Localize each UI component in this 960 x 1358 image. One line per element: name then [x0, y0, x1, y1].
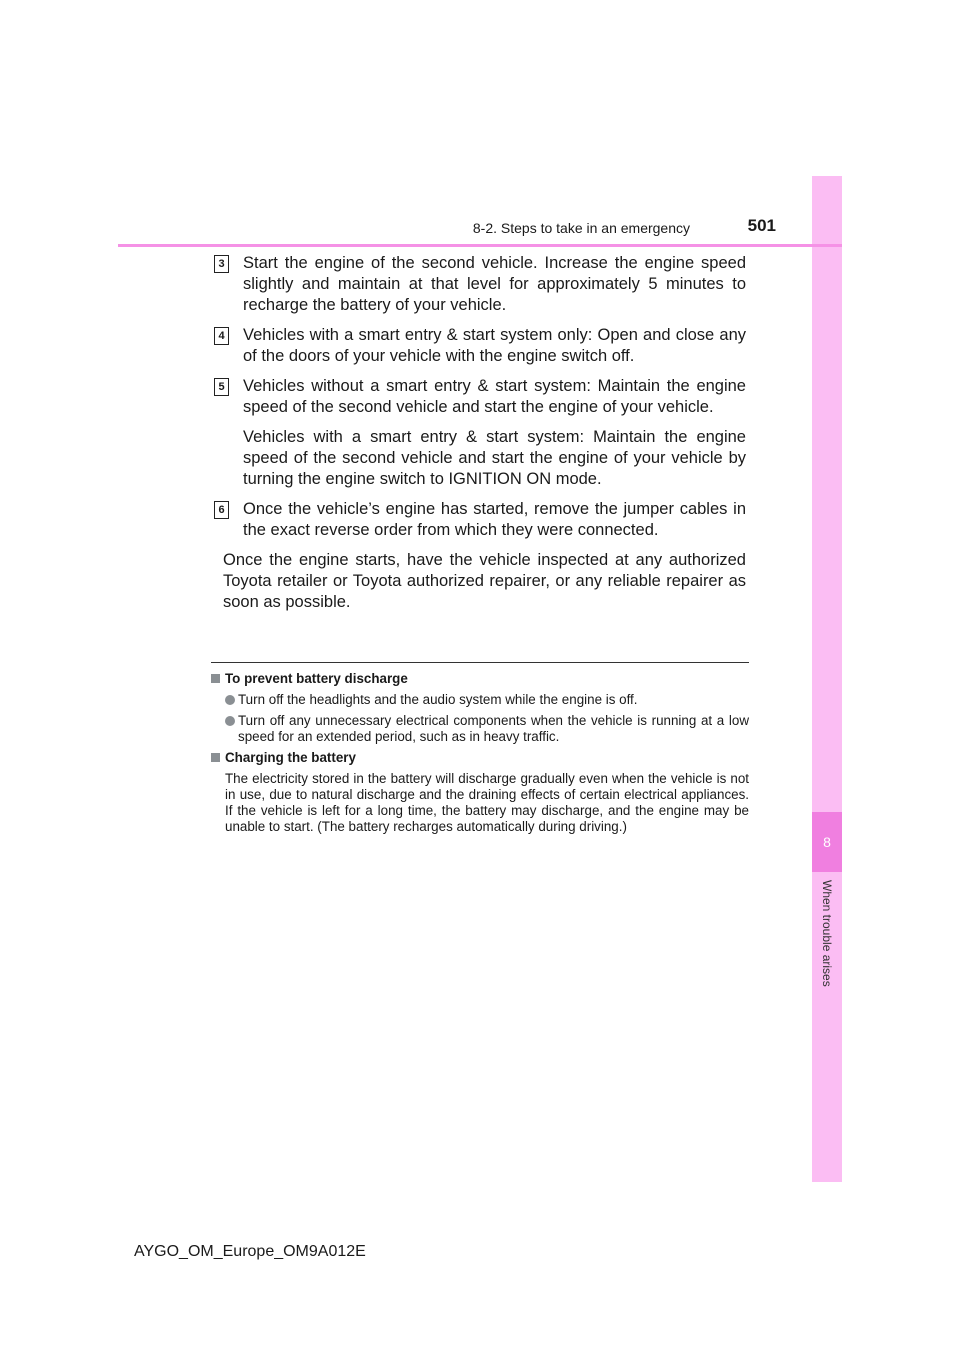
after-steps-paragraph: Once the engine starts, have the vehicle inspected at any authorized Toyota retailer or Toyota authorized repairer, or any reliable repairer as soon as possible.: [223, 551, 746, 611]
step-3: [214, 253, 746, 316]
note-heading-text: Charging the battery: [225, 750, 356, 765]
step-number-badge: 6: [214, 501, 229, 519]
step-list: [214, 253, 746, 613]
circle-bullet-icon: [225, 695, 235, 705]
note-bullet: [211, 692, 749, 708]
note-heading-text: To prevent battery discharge: [225, 671, 408, 686]
chapter-title-label: When trouble arises: [820, 880, 834, 987]
step-number-badge: 5: [214, 378, 229, 396]
step-5: [214, 376, 746, 490]
notes-section: [211, 671, 749, 840]
note-heading-charging: [211, 750, 749, 766]
header-rule: [118, 244, 842, 247]
document-code: AYGO_OM_Europe_OM9A012E: [134, 1243, 366, 1260]
step-text: Start the engine of the second vehicle. Increase the engine speed slightly and maintain at that level for approximately 5 minutes to recharge the battery of your vehicle.: [243, 254, 746, 314]
step-4: [214, 325, 746, 367]
note-paragraph: The electricity stored in the battery will discharge gradually even when the vehicle is not in use, due to natural discharge and the draining effects of certain electrical appliances. If the vehicle is left for a long time, the battery may discharge, and the engine may be unable to start. (The battery recharges automatically during driving.): [225, 771, 749, 834]
section-title: 8-2. Steps to take in an emergency: [472, 220, 690, 236]
circle-bullet-icon: [225, 716, 235, 726]
step-number-badge: 4: [214, 327, 229, 345]
chapter-side-tab: [812, 176, 842, 1182]
step-text: Vehicles without a smart entry & start system: Maintain the engine speed of the second vehicle and start the engine of your vehicle.: [243, 377, 746, 416]
square-bullet-icon: [211, 674, 220, 683]
step-6: [214, 499, 746, 541]
step-text: Once the vehicle’s engine has started, remove the jumper cables in the exact reverse order from which they were connected.: [243, 500, 746, 539]
step-text: Vehicles with a smart entry & start system: Maintain the engine speed of the second vehicle and start the engine of your vehicle by turning the engine switch to IGNITION ON mode.: [243, 428, 746, 488]
notes-divider: [211, 662, 749, 663]
note-bullet-text: Turn off any unnecessary electrical components when the vehicle is running at a low speed for an extended period, such as in heavy traffic.: [238, 713, 749, 744]
square-bullet-icon: [211, 753, 220, 762]
page-number: 501: [747, 216, 776, 235]
note-bullet-text: Turn off the headlights and the audio system while the engine is off.: [238, 692, 638, 707]
step-text: Vehicles with a smart entry & start system only: Open and close any of the doors of your vehicle with the engine switch off.: [243, 326, 746, 365]
chapter-number-badge: 8: [812, 812, 842, 872]
note-bullet: [211, 713, 749, 745]
step-number-badge: 3: [214, 255, 229, 273]
note-heading-prevent: [211, 671, 749, 687]
